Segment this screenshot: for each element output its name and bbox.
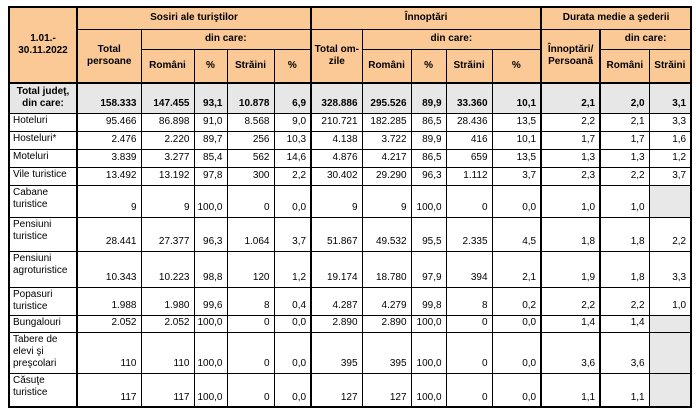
cell: 4,5 [492,217,541,251]
row-label: Moteluri [9,149,77,167]
cell: 2,3 [541,167,600,185]
col-overnights-romani-pct: % [411,49,446,83]
cell: 3,7 [649,167,691,185]
cell: 3,6 [541,332,600,373]
cell: 1.064 [227,217,274,251]
cell: 1,3 [541,149,600,167]
cell: 1,4 [600,315,649,332]
col-overnights-total: Total om-zile [311,29,362,83]
cell [649,373,691,407]
cell: 395 [362,332,411,373]
row-label: Vile turistice [9,167,77,185]
cell: 10.343 [77,251,141,287]
cell: 86,5 [411,113,446,131]
cell: 100,0 [194,185,227,217]
col-overnights-straini: Străini [446,49,492,83]
cell: 2,1 [541,83,600,113]
period-line1: 1.01.- [30,32,56,44]
col-avg-romani: Români [600,49,649,83]
cell: 300 [227,167,274,185]
cell: 0,0 [492,185,541,217]
cell: 6,9 [274,83,311,113]
cell: 1,8 [600,217,649,251]
table-row [9,149,691,167]
arrivals-dincare: din care: [141,29,311,49]
cell: 2.052 [141,315,194,332]
cell: 4.217 [362,149,411,167]
cell: 2,1 [600,113,649,131]
cell: 0 [446,332,492,373]
avg-dincare: din care: [600,29,691,49]
cell: 10.878 [227,83,274,113]
cell: 49.532 [362,217,411,251]
table-row [9,185,691,217]
cell: 3,7 [492,167,541,185]
cell: 96,3 [411,167,446,185]
row-label: Hoteluri [9,113,77,131]
cell: 2.890 [311,315,362,332]
cell: 416 [446,131,492,149]
cell: 2,2 [649,217,691,251]
cell: 110 [141,332,194,373]
row-label: Pensiuni agroturistice [9,251,77,287]
cell: 0,0 [274,373,311,407]
cell: 2.052 [77,315,141,332]
col-overnights-per-person [541,29,600,83]
group-avg-stay: Durata medie a şederii [541,7,691,29]
cell: 0,0 [492,373,541,407]
cell: 117 [77,373,141,407]
table-row [9,332,691,373]
col-arrivals-total: Total persoane [77,29,141,83]
cell: 13.192 [141,167,194,185]
group-arrivals: Sosiri ale turiştilor [77,7,311,29]
cell: 85,4 [194,149,227,167]
cell: 1,2 [274,251,311,287]
cell: 127 [362,373,411,407]
cell: 1,7 [541,131,600,149]
cell: 0,0 [274,332,311,373]
cell: 3.839 [77,149,141,167]
cell: 28.436 [446,113,492,131]
cell: 1,2 [649,149,691,167]
cell: 1,0 [600,185,649,217]
table-row [9,287,691,315]
cell: 10.223 [141,251,194,287]
cell: 97,9 [411,251,446,287]
table-row [9,315,691,332]
tourism-stats-table [8,6,692,408]
period-line2: 30.11.2022 [18,45,68,56]
cell: 182.285 [362,113,411,131]
cell: 158.333 [77,83,141,113]
cell: 86,5 [411,149,446,167]
cell: 1,3 [600,149,649,167]
cell: 9 [77,185,141,217]
cell: 100,0 [411,315,446,332]
cell: 3,7 [274,217,311,251]
period-cell [9,7,77,83]
cell: 89,9 [411,131,446,149]
table-row [9,131,691,149]
cell: 30.402 [311,167,362,185]
cell: 0 [446,185,492,217]
table-row [9,167,691,185]
cell: 3,3 [649,251,691,287]
table-row [9,113,691,131]
cell: 28.441 [77,217,141,251]
table-header [9,7,691,83]
cell: 9 [311,185,362,217]
cell: 9 [141,185,194,217]
avg-total-line1: Înnoptări/ [547,43,594,55]
cell: 13,5 [492,149,541,167]
cell: 8 [227,287,274,315]
cell: 3.722 [362,131,411,149]
cell: 4.138 [311,131,362,149]
col-overnights-romani: Români [362,49,411,83]
cell: 1,8 [541,217,600,251]
cell: 1,6 [649,131,691,149]
cell: 210.721 [311,113,362,131]
cell: 3,3 [649,113,691,131]
cell: 117 [141,373,194,407]
table-row [9,83,691,113]
cell: 2.335 [446,217,492,251]
cell: 0,2 [492,287,541,315]
cell: 96,3 [194,217,227,251]
cell: 0 [446,373,492,407]
row-label: Tabere de elevi şi preşcolari [9,332,77,373]
cell: 100,0 [194,332,227,373]
cell: 89,9 [411,83,446,113]
cell: 295.526 [362,83,411,113]
cell: 328.886 [311,83,362,113]
cell: 0 [227,185,274,217]
row-label: Popasuri turistice [9,287,77,315]
cell: 100,0 [411,373,446,407]
cell [649,185,691,217]
cell: 0,0 [274,185,311,217]
cell: 1,9 [541,251,600,287]
table-row [9,217,691,251]
cell: 0 [446,315,492,332]
cell: 13.492 [77,167,141,185]
cell: 1,1 [541,373,600,407]
cell: 0,0 [492,332,541,373]
cell: 9,0 [274,113,311,131]
table-row [9,373,691,407]
cell: 2,0 [600,83,649,113]
cell: 97,8 [194,167,227,185]
col-arrivals-romani-pct: % [194,49,227,83]
cell: 10,3 [274,131,311,149]
overnights-dincare: din care: [362,29,541,49]
cell: 1,8 [600,251,649,287]
cell: 1,0 [649,287,691,315]
row-label: Hosteluri* [9,131,77,149]
avg-total-line2: Persoană [548,55,594,67]
row-label: Căsuţe turistice [9,373,77,407]
cell: 19.174 [311,251,362,287]
col-arrivals-straini: Străini [227,49,274,83]
cell: 0 [227,315,274,332]
cell: 29.290 [362,167,411,185]
cell: 98,8 [194,251,227,287]
table-row [9,251,691,287]
cell: 4.279 [362,287,411,315]
cell: 27.377 [141,217,194,251]
cell: 1.988 [77,287,141,315]
cell: 394 [446,251,492,287]
cell: 86.898 [141,113,194,131]
row-label: Cabane turistice [9,185,77,217]
cell: 2,2 [600,287,649,315]
table-body [9,83,691,407]
cell: 0,0 [274,315,311,332]
cell: 99,8 [411,287,446,315]
cell: 2.476 [77,131,141,149]
cell: 10,1 [492,131,541,149]
cell: 51.867 [311,217,362,251]
cell: 100,0 [194,373,227,407]
cell: 14,6 [274,149,311,167]
cell: 1,4 [541,315,600,332]
cell: 3,6 [600,332,649,373]
cell: 93,1 [194,83,227,113]
cell: 0,4 [274,287,311,315]
cell: 4.876 [311,149,362,167]
cell: 120 [227,251,274,287]
cell: 256 [227,131,274,149]
cell: 110 [77,332,141,373]
cell: 2.890 [362,315,411,332]
row-label: Bungalouri [9,315,77,332]
cell: 9 [362,185,411,217]
cell: 0 [227,332,274,373]
cell: 2,2 [274,167,311,185]
group-overnights: Înnoptări [311,7,541,29]
cell: 1,0 [541,185,600,217]
cell: 2,1 [492,251,541,287]
cell [649,332,691,373]
cell: 100,0 [411,185,446,217]
cell: 8.568 [227,113,274,131]
cell: 1,1 [600,373,649,407]
cell: 2,2 [541,113,600,131]
cell: 147.455 [141,83,194,113]
row-label: Pensiuni turistice [9,217,77,251]
col-avg-straini: Străini [649,49,691,83]
cell: 1.980 [141,287,194,315]
cell: 127 [311,373,362,407]
row-label: Total judeţ, din care: [9,83,77,113]
cell: 395 [311,332,362,373]
header-row-dincare [9,29,691,49]
cell: 100,0 [411,332,446,373]
cell: 95,5 [411,217,446,251]
cell: 1.112 [446,167,492,185]
cell: 100,0 [194,315,227,332]
cell: 562 [227,149,274,167]
cell: 89,7 [194,131,227,149]
cell: 659 [446,149,492,167]
cell: 8 [446,287,492,315]
cell: 95.466 [77,113,141,131]
cell: 4.287 [311,287,362,315]
col-arrivals-straini-pct: % [274,49,311,83]
cell: 3,1 [649,83,691,113]
cell: 2,2 [600,167,649,185]
cell: 33.360 [446,83,492,113]
col-arrivals-romani: Români [141,49,194,83]
cell: 2,2 [541,287,600,315]
cell: 1,7 [600,131,649,149]
cell [649,315,691,332]
cell: 3.277 [141,149,194,167]
cell: 18.780 [362,251,411,287]
cell: 0 [227,373,274,407]
cell: 0,0 [492,315,541,332]
cell: 99,6 [194,287,227,315]
cell: 2.220 [141,131,194,149]
header-row-groups [9,7,691,29]
cell: 91,0 [194,113,227,131]
cell: 13,5 [492,113,541,131]
cell: 10,1 [492,83,541,113]
col-overnights-straini-pct: % [492,49,541,83]
